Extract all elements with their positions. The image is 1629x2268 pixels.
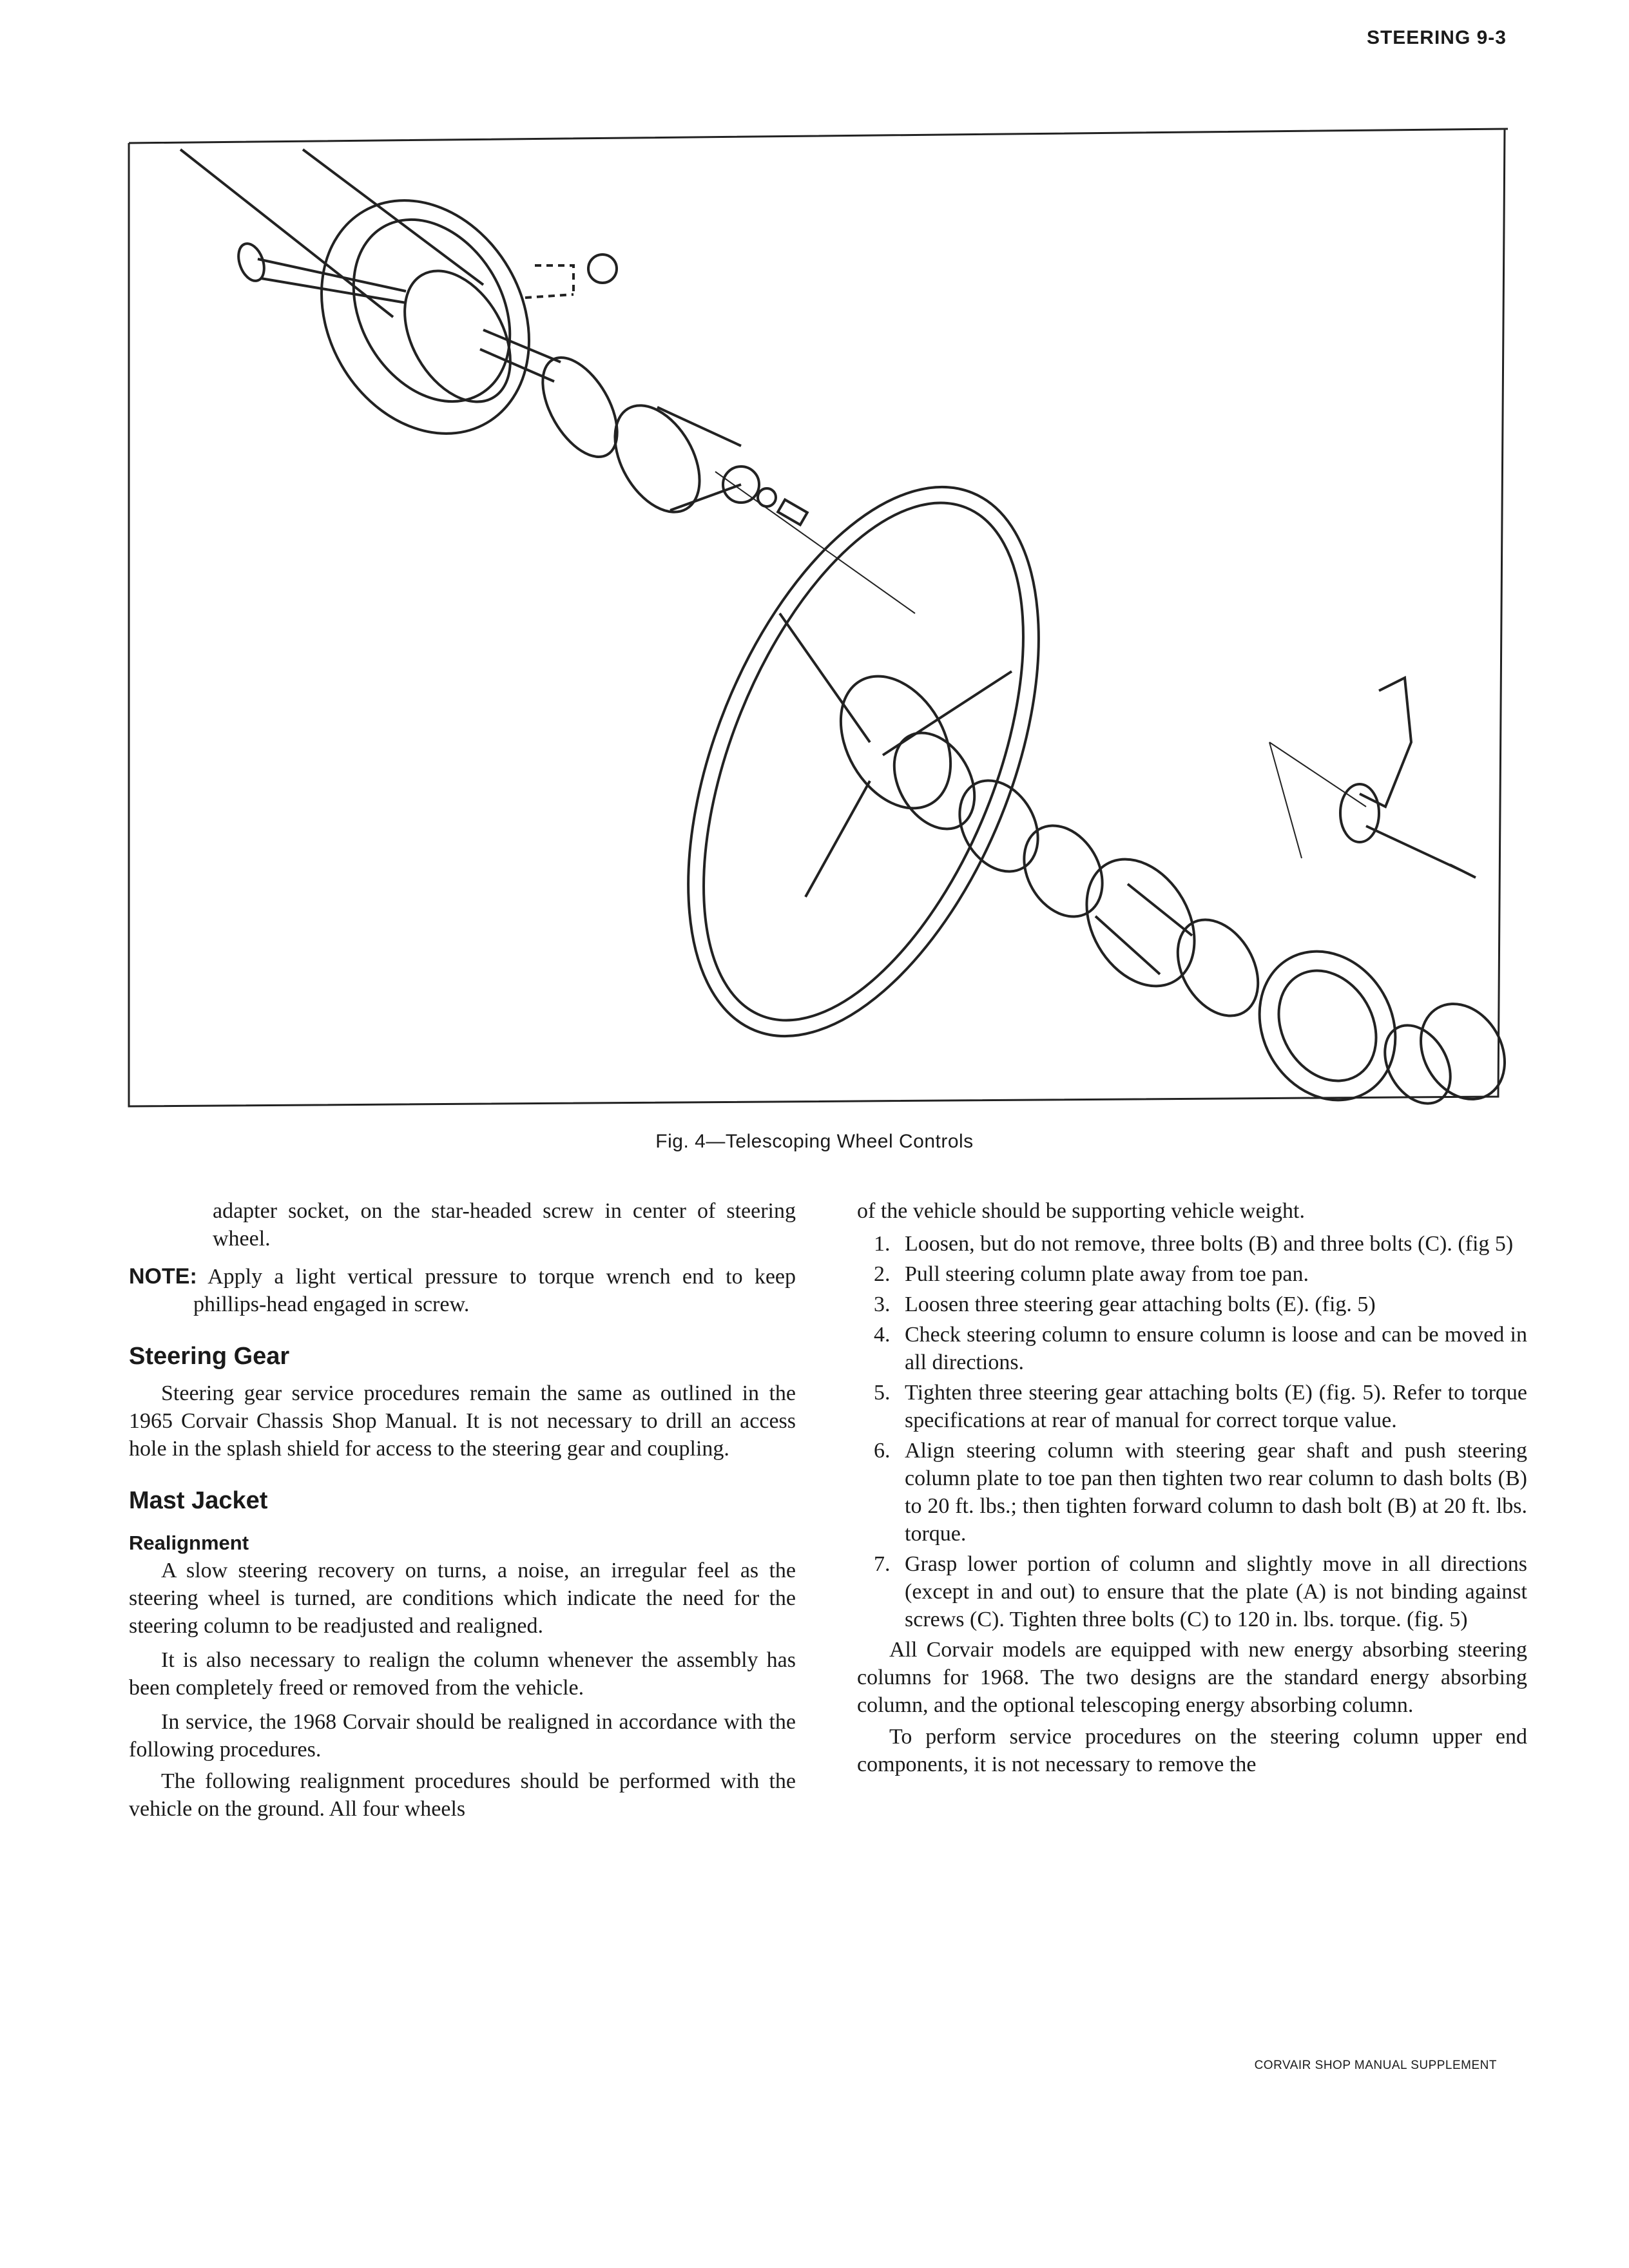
mast-jacket-heading: Mast Jacket — [129, 1487, 268, 1514]
step-text: Tighten three steering gear attaching bolts (E) (fig. 5). Refer to torque specifications at rear of manual for correct torque value. — [905, 1381, 1527, 1432]
steering-gear-paragraph: Steering gear service procedures remain the same as outlined in the 1965 Corvair Chassis Shop Manual. It is not necessary to drill an access hole in the splash shield for access to the steering gear and coupling. — [129, 1381, 796, 1461]
steering-gear-heading: Steering Gear — [129, 1343, 290, 1370]
step-text: Loosen three steering gear attaching bolts (E). (fig. 5) — [905, 1293, 1376, 1316]
step-number: 4. — [874, 1323, 891, 1347]
note-text: Apply a light vertical pressure to torque wrench end to keep phillips-head engaged in screw. — [193, 1265, 796, 1316]
step-item — [857, 1260, 1527, 1288]
step-text: Check steering column to ensure column is loose and can be moved in all directions. — [905, 1323, 1527, 1374]
steering-column — [180, 149, 483, 317]
figure-caption: Fig. 4—Telescoping Wheel Controls — [655, 1131, 974, 1152]
telescoping-hub — [597, 391, 717, 527]
column-housing — [280, 162, 570, 471]
realignment-paragraph-3: In service, the 1968 Corvair should be realigned in accordance with the following procedures. — [129, 1710, 796, 1762]
step-item — [857, 1291, 1527, 1318]
note-label: NOTE: — [129, 1264, 197, 1289]
page-footer: CORVAIR SHOP MANUAL SUPPLEMENT — [1254, 2059, 1497, 2072]
continued-text: adapter socket, on the star-headed screw in center of steering wheel. — [213, 1199, 796, 1251]
step-number: 2. — [874, 1262, 891, 1286]
step-number: 5. — [874, 1381, 891, 1405]
step-number: 1. — [874, 1232, 891, 1256]
realignment-paragraph-2: It is also necessary to realign the column whenever the assembly has been completely freed or removed from the vehicle. — [129, 1648, 796, 1700]
note — [129, 1263, 796, 1318]
running-head: STEERING 9-3 — [1366, 27, 1507, 48]
steering-shaft — [480, 330, 561, 381]
energy-absorbing-paragraph: All Corvair models are equipped with new energy absorbing steering columns for 1968. The two designs are the standard energy absorbing column, and the optional telescoping energy absorbing column. — [857, 1638, 1527, 1717]
realignment-paragraph-4: The following realignment procedures should be performed with the vehicle on the ground. All four wheels — [129, 1769, 796, 1821]
retainer — [1008, 812, 1118, 931]
step-text: Loosen, but do not remove, three bolts (B) and three bolts (C). (fig 5) — [905, 1232, 1514, 1256]
realignment-heading: Realignment — [129, 1532, 249, 1554]
step-item — [857, 1379, 1527, 1434]
service-procedure-paragraph: To perform service procedures on the steering column upper end components, it is not necessary to remove the — [857, 1725, 1527, 1776]
exploded-steering-wheel-illustration — [122, 124, 1508, 1110]
figure-telescoping-wheel-controls — [122, 124, 1508, 1110]
step-item — [857, 1550, 1527, 1633]
right-column — [857, 1197, 1527, 1778]
horn-button-cap — [1404, 988, 1508, 1110]
step-text: Grasp lower portion of column and slightly move in all directions (except in and out) to ensure that the plate (A) is not binding against screws (C). Tighten three bolts (C) to 120 in. lbs. torque. (fig. 5) — [905, 1552, 1527, 1631]
step-number: 6. — [874, 1439, 891, 1463]
step-number: 7. — [874, 1552, 891, 1576]
step-item — [857, 1437, 1527, 1548]
realignment-paragraph-1: A slow steering recovery on turns, a noise, an irregular feel as the steering wheel is turned, are conditions which indicate the need for the steering column to be readjusted and realigned. — [129, 1559, 796, 1638]
spring-ring — [878, 718, 990, 843]
telescope-lever — [258, 259, 406, 303]
left-column — [129, 1197, 796, 1823]
continued-text: of the vehicle should be supporting vehicle weight. — [857, 1199, 1305, 1223]
step-text: Pull steering column plate away from toe pan. — [905, 1262, 1309, 1286]
step-item — [857, 1230, 1527, 1258]
step-number: 3. — [874, 1293, 891, 1316]
step-text: Align steering column with steering gear shaft and push steering column plate to toe pan then tighten two rear column to dash bolts (B) to 20 ft. lbs.; then tighten forward column to dash bolt (B) at 20 ft. lbs. torque. — [905, 1439, 1527, 1546]
procedure-steps — [857, 1230, 1527, 1633]
contact-plate — [1372, 1014, 1464, 1110]
step-item — [857, 1321, 1527, 1376]
